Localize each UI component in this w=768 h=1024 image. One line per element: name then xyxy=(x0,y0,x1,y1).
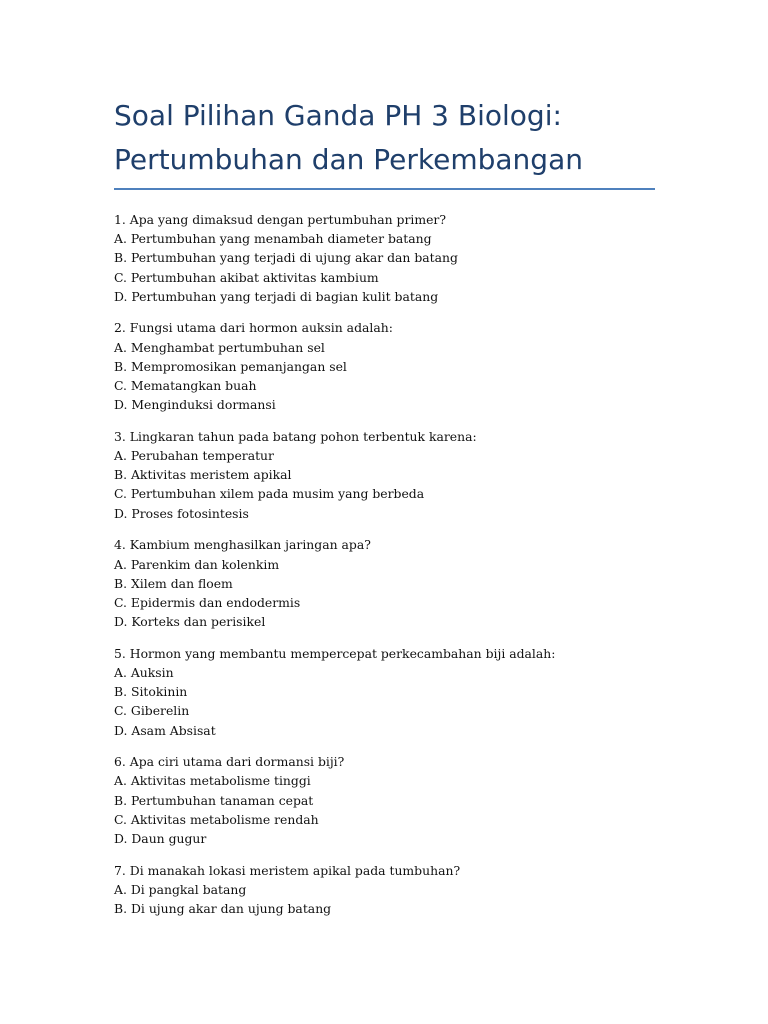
option-d: D. Korteks dan perisikel xyxy=(114,614,266,630)
option-a: A. Menghambat pertumbuhan sel xyxy=(114,339,325,355)
option-a: A. Pertumbuhan yang menambah diameter batang xyxy=(114,231,432,247)
option-c: C. Pertumbuhan akibat aktivitas kambium xyxy=(114,269,379,285)
question-4 xyxy=(114,535,768,631)
question-text: 6. Apa ciri utama dari dormansi biji? xyxy=(114,754,345,770)
option-b: B. Pertumbuhan yang terjadi di ujung akar dan batang xyxy=(114,250,458,266)
question-text: 4. Kambium menghasilkan jaringan apa? xyxy=(114,537,371,553)
question-3 xyxy=(114,427,768,523)
question-list xyxy=(114,210,768,918)
option-b: B. Sitokinin xyxy=(114,684,188,700)
option-d: D. Pertumbuhan yang terjadi di bagian kulit batang xyxy=(114,288,439,304)
question-text: 3. Lingkaran tahun pada batang pohon terbentuk karena: xyxy=(114,428,477,444)
title-line-2: Pertumbuhan dan Perkembangan xyxy=(114,143,583,176)
question-2 xyxy=(114,318,768,414)
option-a: A. Di pangkal batang xyxy=(114,881,247,897)
question-7 xyxy=(114,861,768,919)
title-underline xyxy=(114,188,655,190)
option-c: C. Epidermis dan endodermis xyxy=(114,594,301,610)
option-d: D. Asam Absisat xyxy=(114,722,216,738)
option-b: B. Aktivitas meristem apikal xyxy=(114,467,292,483)
question-text: 5. Hormon yang membantu mempercepat perkecambahan biji adalah: xyxy=(114,645,556,661)
option-a: A. Parenkim dan kolenkim xyxy=(114,556,280,572)
option-a: A. Auksin xyxy=(114,664,174,680)
question-6 xyxy=(114,752,768,848)
option-b: B. Di ujung akar dan ujung batang xyxy=(114,901,332,916)
question-text: 2. Fungsi utama dari hormon auksin adalah: xyxy=(114,320,393,336)
title-line-1: Soal Pilihan Ganda PH 3 Biologi: xyxy=(114,99,562,132)
question-text: 1. Apa yang dimaksud dengan pertumbuhan primer? xyxy=(114,212,446,227)
option-c: C. Giberelin xyxy=(114,703,190,719)
option-d: D. Proses fotosintesis xyxy=(114,505,249,521)
question-1 xyxy=(114,210,768,306)
option-a: A. Perubahan temperatur xyxy=(114,448,274,464)
option-b: B. Mempromosikan pemanjangan sel xyxy=(114,358,347,374)
option-a: A. Aktivitas metabolisme tinggi xyxy=(114,773,311,789)
option-b: B. Xilem dan floem xyxy=(114,575,233,591)
document-title xyxy=(114,94,674,182)
option-c: C. Mematangkan buah xyxy=(114,378,257,393)
question-5 xyxy=(114,644,768,740)
option-b: B. Pertumbuhan tanaman cepat xyxy=(114,792,314,808)
option-d: D. Menginduksi dormansi xyxy=(114,397,276,413)
option-c: C. Pertumbuhan xilem pada musim yang berbeda xyxy=(114,486,425,502)
option-c: C. Aktivitas metabolisme rendah xyxy=(114,811,319,827)
option-d: D. Daun gugur xyxy=(114,830,207,846)
question-text: 7. Di manakah lokasi meristem apikal pada tumbuhan? xyxy=(114,862,461,878)
